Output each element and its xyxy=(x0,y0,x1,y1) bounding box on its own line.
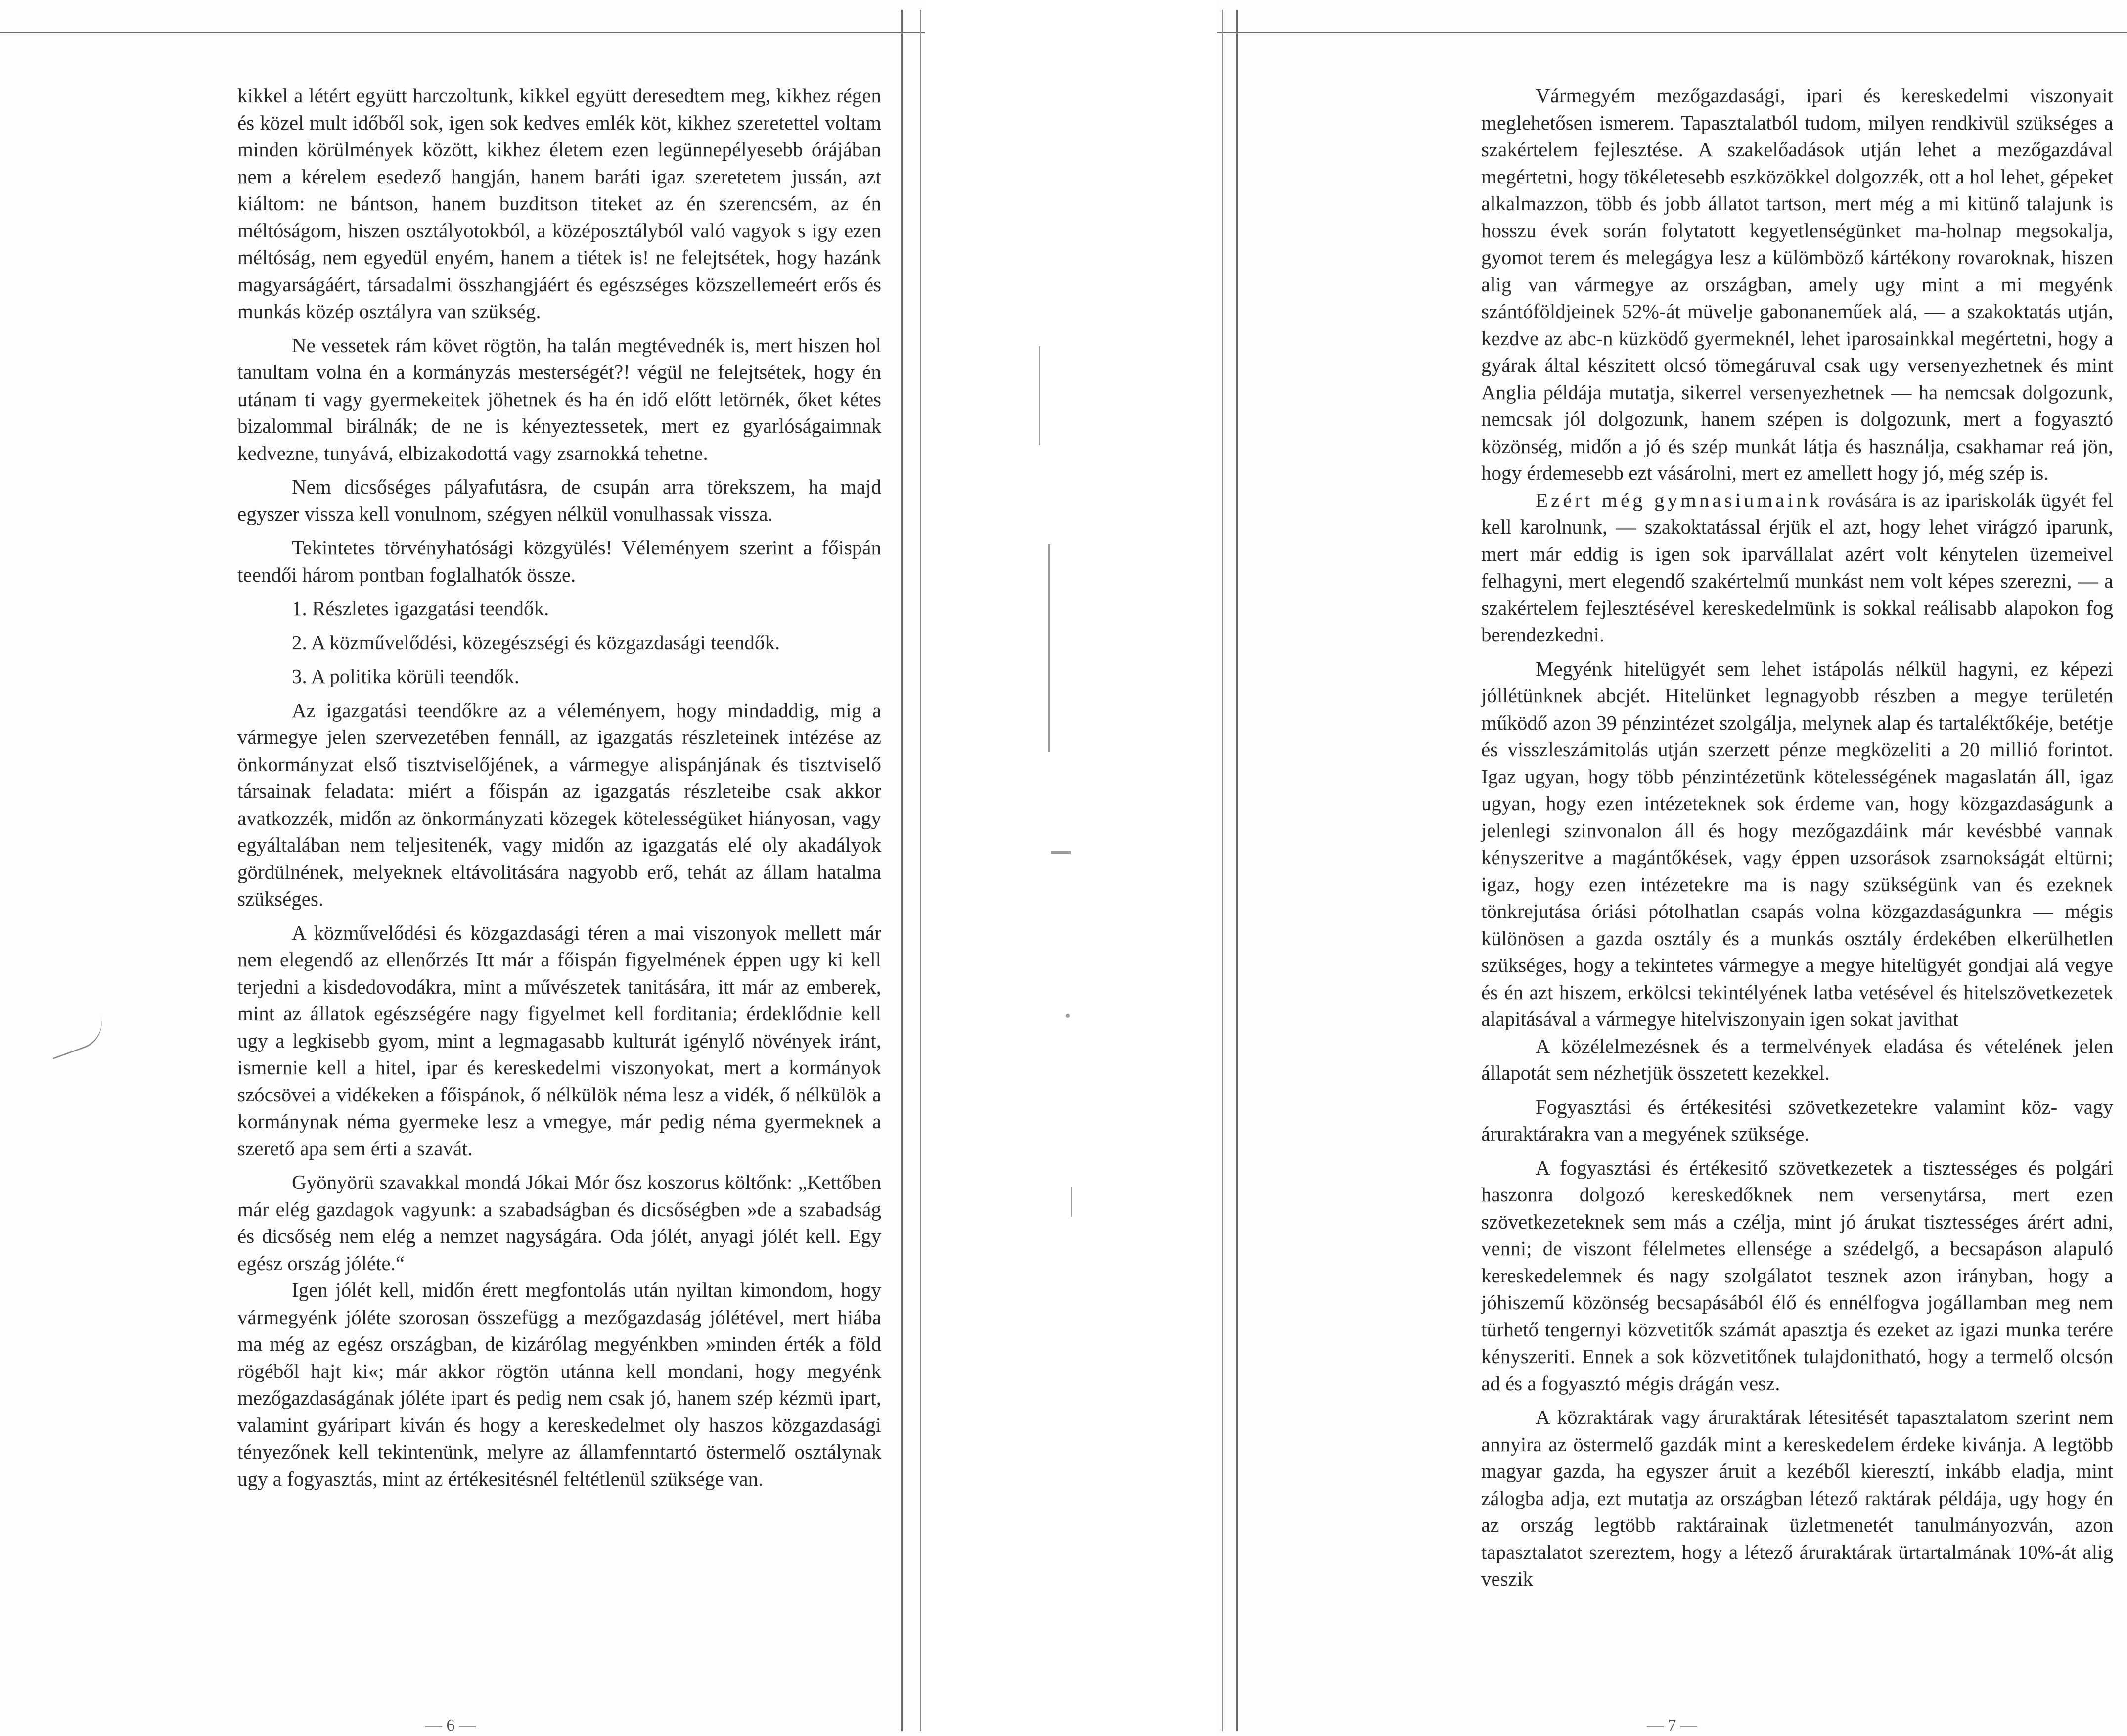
left-page-edge-line xyxy=(901,10,903,1731)
paragraph: Az igazgatási teendőkre az a véleményem, hogy mindaddig, mig a vármegye jelen szervezetében fennáll, az igazgatás részleteinek intézése az önkormányzat első tisztviselőjének, a vármegye alispánjának és tisztviselő társainak feladata: miért a főispán az igazgatás részleteibe csak akkor avatkozzék, midőn az önkormányzati közegek kötelességüket hiányosan, vagy egyáltalában nem teljesitenék, vagy midőn az igazgatás elé oly akadályok gördülnének, melyeknek eltávolitására nagyobb erő, tehát az állam hatalma szükséges. xyxy=(237,698,881,910)
list-item: 2. A közművelődési, közegészségi és közgazdasági teendők. xyxy=(292,631,780,654)
paragraph: kikkel a létért együtt harczoltunk, kikkel együtt deresedtem meg, kikhez régen és közel mult időből sok, igen sok kedves emlék köt, kikhez szeretettel voltam minden körülmények között, kikhez életem ezen legünnepélyesebb órájában nem a kérelem esedező hangján, hanem baráti igaz szeretetem jussán, azt kiáltom: ne bántson, hanem buzditson titeket az én szerencsém, az én méltóságom, hiszen osztályotokból, a középosztályból való vagyok s igy ezen méltóság, nem egyedül enyém, hanem a tiétek is! ne felejtsétek, hogy hazánk magyarságáért, társadalmi összhangjáért és egészséges közszellemeért erős és munkás közép osztályra van szükség. xyxy=(237,84,881,322)
gutter-crease-mark xyxy=(1066,1014,1070,1018)
paragraph: Fogyasztási és értékesitési szövetkezetekre valamint köz- vagy áruraktárakra van a megyének szüksége. xyxy=(1481,1095,2113,1145)
top-rule-left xyxy=(0,32,925,33)
paragraph xyxy=(1481,487,2113,648)
left-page-outer-edge xyxy=(920,10,921,1731)
list-item: 1. Részletes igazgatási teendők. xyxy=(292,597,549,620)
margin-pencil-mark xyxy=(45,1014,109,1059)
paragraph: Nem dicsőséges pályafutásra, de csupán arra törekszem, ha majd egyszer vissza kell vonulnom, szégyen nélkül vonulhassak vissza. xyxy=(237,475,881,525)
right-page-outer-edge xyxy=(1222,10,1223,1731)
paragraph-rest: rovására is az ipariskolák ügyét fel kell karolnunk, — szakoktatással érjük el azt, hogy lehet virágzó iparunk, mert már eddig is igen sok iparvállalat azért volt kénytelen üzemeivel felhagyni, mert elegendő szakértelmű munkást nem volt képes szerezni, — a szakértelem fejlesztésével kereskedelmünk is sokkal reálisabb alapokon fog berendezkedni. xyxy=(1481,488,2113,646)
list-item: 3. A politika körüli teendők. xyxy=(292,665,520,687)
page-number-left: — 6 — xyxy=(425,1716,476,1735)
top-rule-right xyxy=(1217,32,2127,33)
right-page-text xyxy=(1481,82,2113,1593)
page-number-right: — 7 — xyxy=(1647,1716,1697,1735)
right-page-edge-line xyxy=(1236,10,1238,1731)
emphasized-phrase: Ezért még gymnasiumaink xyxy=(1536,488,1822,511)
paragraph: A közélelmezésnek és a termelvények eladása és vételének jelen állapotát sem nézhetjük összetett kezekkel. xyxy=(1481,1034,2113,1084)
paragraph: Megyénk hitelügyét sem lehet istápolás nélkül hagyni, ez képezi jóllétünknek abcjét. Hitelünket legnagyobb részben a megye területén működő azon 39 pénzintézet szolgálja, melynek alap és tartaléktőkéje, betétje és visszleszámitolás utján szerzett pénze megközeliti a 20 millió forintot. Igaz ugyan, hogy több pénzintézetünk kötelességének magaslatán áll, igaz ugyan, hogy ezen intézeteknek sok érdeme van, hogy közgazdaságunk a jelenlegi szinvonalon áll és hogy mezőgazdáink már kevésbbé vannak kényszeritve a magántőkések, vagy éppen uzsorások zsarnokságát eltürni; igaz, hogy ezen intézetekre ma is nagy szükségünk van és ezeknek tönkrejutása óriási pótolhatlan csapás volna közgazdaságunkra — mégis különösen a gazda osztály és a munkás osztály érdekében elkerülhetlen szükséges, hogy a tekintetes vármegye a megye hitelügyét gondjai alá vegye és én azt hiszem, erkölcsi tekintélyének latba vetésével és hitelszövetkezetek alapitásával a vármegye hitelviszonyain igen sokat javithat xyxy=(1481,657,2113,1030)
gutter-crease-mark xyxy=(1048,544,1050,752)
paragraph: Igen jólét kell, midőn érett megfontolás után nyiltan kimondom, hogy vármegyénk jóléte szorosan összefügg a mezőgazdaság jólétével, mert hiába ma még az egész országban, de kizárólag megyénkben »minden érték a föld rögéből hajt ki«; már akkor rögtön utánna kell mondani, hogy megyénk mezőgazdaságának jóléte ipart és pedig nem csak jó, hanem szép kézmü ipart, valamint gyáripart kiván és hogy a kereskedelmet oly haszos közgazdasági tényezőnek kell tekintenünk, melyre az államfenntartó östermelő osztálynak ugy a fogyasztás, mint az értékesitésnél feltétlenül szüksége van. xyxy=(237,1279,881,1490)
gutter-crease-mark xyxy=(1039,346,1040,445)
paragraph: A fogyasztási és értékesitő szövetkezetek a tisztességes és polgári haszonra dolgozó kereskedőknek nem versenytársa, mert ezen szövetkezeteknek sem más a czélja, mint jó árukat tisztességes árért adni, venni; de viszont félelmetes ellensége a szédelgő, a becsapáson alapuló kereskedelemnek és nagy szolgálatot tesznek azon irányban, hogy a jóhiszemű közönség becsapásából élő és ennélfogva jogállamban meg nem türhető tengernyi közvetitők számát apasztja és ezeket az igazi munka terére kényszeriti. Ennek a sok közvetitőnek tulajdonitható, hogy a termelő olcsón ad és a fogyasztó mégis drágán vesz. xyxy=(1481,1156,2113,1395)
paragraph: Vármegyém mezőgazdasági, ipari és kereskedelmi viszonyait meglehetősen ismerem. Tapasztalatból tudom, milyen rendkivül szükséges a szakértelem fejlesztése. A szakelőadások utján lehet a mezőgazdával megértetni, hogy tökéletesebb eszközökkel dolgozzék, ott a hol lehet, gépeket alkalmazzon, több és jobb állatot tartson, mert még a mi kitünő talajunk is hosszu évek során folytatott kegyetlenségünket ma-holnap megsokalja, gyomot terem és melegágya lesz a külömböző kártékony rovaroknak, hiszen alig van vármegye az országban, amely ugy mint a mi megyénk szántóföldjeinek 52%-át müvelje gabonaneműek alá, — a szakoktatás utján, kezdve az abc-n küzködő gyermeknél, lehet iparosainkkal megértetni, hogy a gyárak által készitett olcsó tömegáruval csak ugy versenyezhetnek és mint Anglia példája mutatja, sikerrel versenyezhetnek — ha nemcsak dolgozunk, nemcsak jól dolgozunk, hanem szépen is dolgozunk, mert a fogyasztó közönség, midőn a jó és szép munkát látja és használja, csakhamar reá jön, hogy érdemesebb ezt vásárolni, mert ez amellett hogy jó, még szép is. xyxy=(1481,84,2113,484)
paragraph: A közraktárak vagy áruraktárak létesitését tapasztalatom szerint nem annyira az östermelő gazdák mint a kereskedelem érdeke kivánja. A legtöbb magyar gazda, ha egyszer áruit a kezéből kieresztí, inkább eladja, mint zálogba adja, ezt mutatja az országban létező raktárak példája, ugy hogy én az ország legtöbb raktárainak üzletmenetét tanulmányozván, azon tapasztalatot szereztem, hogy a létező áruraktárak ürtartalmának 10%-át alig veszik xyxy=(1481,1406,2113,1590)
gutter-crease-mark xyxy=(1051,851,1071,854)
left-page-text xyxy=(237,82,881,1492)
paragraph: Tekintetes törvényhatósági közgyülés! Véleményem szerint a főispán teendői három pontban foglalhatók össze. xyxy=(237,536,881,586)
paragraph: Gyönyörü szavakkal mondá Jókai Mór ősz koszorus költőnk: „Kettőben már elég gazdagok vagyunk: a szabadságban és dicsőségben »de a szabadság és dicsőség nem elég a nemzet nagyságára. Oda jólét, anyagi jólét kell. Egy egész ország jóléte.“ xyxy=(237,1171,881,1275)
gutter-crease-mark xyxy=(1071,1187,1072,1217)
paragraph: A közművelődési és közgazdasági téren a mai viszonyok mellett már nem elegendő az ellenőrzés Itt már a főispán figyelmének éppen ugy ki kell terjedni a kisdedovodákra, mint a művészetek tanitására, itt már az emberek, mint az állatok egészségére nagy figyelmet kell forditania; érdeklődnie kell ugy a legkisebb gyom, mint a legmagasabb kulturát igénylő növények iránt, ismernie kell a hitel, ipar és kereskedelmi viszonyokat, mert a kormányok szócsövei a vidékeken a főispánok, ő nélkülök néma lesz a vidék, ő nélkülök a kormánynak néma gyermeke lesz a vmegye, már pedig néma gyermeknek a szerető apa sem érti a szavát. xyxy=(237,921,881,1160)
paragraph: Ne vessetek rám követ rögtön, ha talán megtévednék is, mert hiszen hol tanultam volna én a kormányzás mesterségét?! végül ne felejtsétek, hogy én utánam ti vagy gyermekeitek jöhetnek és ha én idő előtt letörnék, őket kétes bizalommal birálnák; de ne is kényeztessetek, mert ez gyarlóságaimnak kedvezne, tunyává, elbizakodottá vagy zsarnokká tehetne. xyxy=(237,333,881,464)
